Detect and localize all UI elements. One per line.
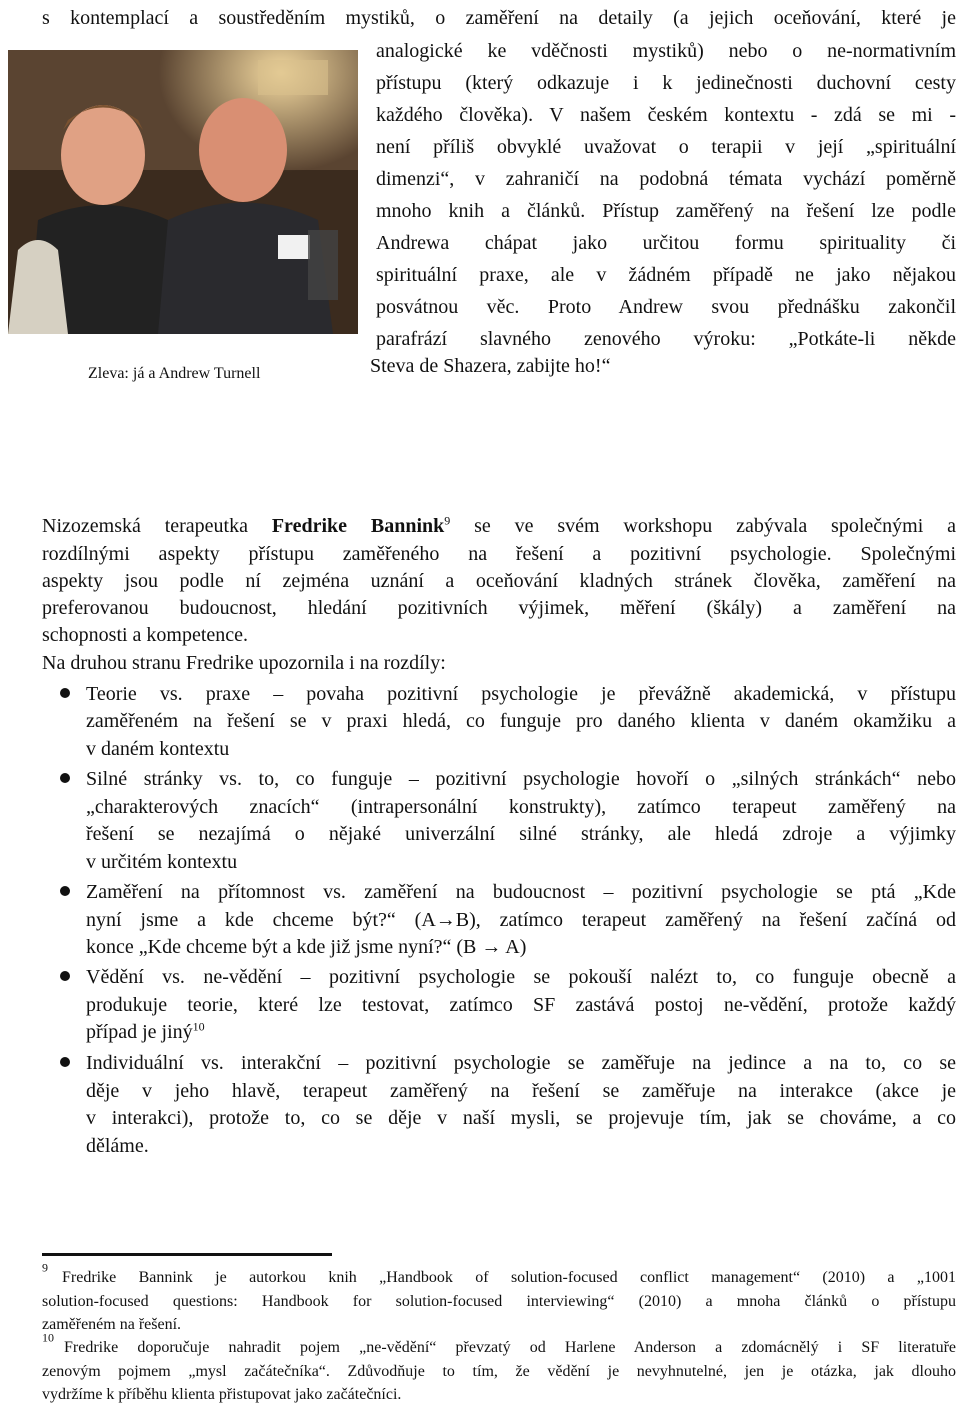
text-line: preferovanou budoucnost, hledání pozitivních výjimek, měření (škály) a zaměření na <box>42 597 956 619</box>
list-item-line: zaměřeném na řešení se v praxi hledá, co funguje pro daného klienta v daném okamžiku a <box>86 710 956 732</box>
bullet-icon <box>60 773 70 783</box>
text-line: Andrewa chápat jako určitou formu spirituality či <box>376 232 956 254</box>
bullet-icon <box>60 688 70 698</box>
footnote-line: Fredrike doporučuje nahradit pojem „ne-vědění“ převzatý od Harlene Anderson a zdomácnělý i SF literatuře <box>64 1339 956 1356</box>
text-line: parafrází slavného zenového výroku: „Potkáte-li někde <box>376 328 956 350</box>
text-line: aspekty jsou podle ní zejména uznání a oceňování kladných stránek člověka, zaměření na <box>42 570 956 592</box>
list-item-line: nyní jsme a kde chceme být?“ (A→B), zatímco terapeut zaměřený na řešení začíná od <box>86 909 956 931</box>
text-line: schopnosti a kompetence. <box>42 624 249 646</box>
text-line: mnoho knih a článků. Přístup zaměřený na řešení lze podle <box>376 200 956 222</box>
text-span: případ je jiný <box>86 1021 193 1043</box>
footnote-10 <box>42 1332 54 1356</box>
footnote-number: 10 <box>42 1330 54 1345</box>
list-item-line: Individuální vs. interakční – pozitivní psychologie se zaměřuje na jedince a na to, co se <box>86 1052 956 1074</box>
footnote-line: Fredrike Bannink je autorkou knih „Handbook of solution-focused conflict management“ (2010) a „1001 <box>62 1269 956 1286</box>
footnote-line: vydržíme k příběhu klienta přistupovat jako začátečníci. <box>42 1386 402 1403</box>
text-line: přístupu (který odkazuje i k jedinečnosti duchovní cesty <box>376 72 956 94</box>
text-span: Nizozemská terapeutka <box>42 515 272 537</box>
text-line: analogické ke vděčnosti mystiků) nebo o ne-normativním <box>376 40 956 62</box>
text-line: s kontemplací a soustředěním mystiků, o zaměření na detaily (a jejich oceňování, které je <box>42 7 956 29</box>
bullet-icon <box>60 886 70 896</box>
list-item-line: Silné stránky vs. to, co funguje – pozitivní psychologie hovoří o „silných stránkách“ nebo <box>86 768 956 790</box>
text-line: Steva de Shazera, zabijte ho!“ <box>370 355 611 377</box>
list-item-line: konce „Kde chceme být a kde již jsme nyní?“ (B → A) <box>86 936 527 958</box>
author-name: Fredrike Bannink <box>271 515 445 537</box>
photo-illustration <box>8 50 358 334</box>
footnote-number: 9 <box>42 1260 48 1275</box>
footnote-line: zaměřeném na řešení. <box>42 1316 182 1333</box>
footnote-separator <box>42 1253 332 1256</box>
text-line: spirituální praxe, ale v žádném případě ne jako nějakou <box>376 264 956 286</box>
text-line: dimenzi“, v zahraničí na podobná témata vychází poměrně <box>376 168 956 190</box>
list-item-line: řešení se nezajímá o nějaké univerzální silné stránky, ale hledá zdroje a výjimky <box>86 823 956 845</box>
list-item-line: děje v jeho hlavě, terapeut zaměřený na řešení se zaměřuje na interakce (akce je <box>86 1080 956 1102</box>
bullet-icon <box>60 971 70 981</box>
list-item-line: „charakterových znacích“ (intrapersonální konstrukty), zatímco terapeut zaměřený na <box>86 796 956 818</box>
list-item-line: v interakci), protože to, co se děje v naší mysli, se projevuje tím, jak se chováme, a co <box>86 1107 956 1129</box>
list-item-line <box>86 1018 205 1046</box>
text-line: rozdílnými aspekty přístupu zaměřeného na řešení a pozitivní psychologie. Společnými <box>42 543 956 565</box>
footnote-line: solution-focused questions: Handbook for solution-focused interviewing“ (2010) a mnoha článků o přístupu <box>42 1293 956 1310</box>
list-item-line: Zaměření na přítomnost vs. zaměření na budoucnost – pozitivní psychologie se ptá „Kde <box>86 881 956 903</box>
text-line: není příliš obvyklé uvažovat o terapii v její „spirituální <box>376 136 956 158</box>
list-item-line: děláme. <box>86 1135 149 1157</box>
list-item-line: v určitém kontextu <box>86 851 238 873</box>
text-line: Na druhou stranu Fredrike upozornila i na rozdíly: <box>42 652 446 674</box>
photo-caption: Zleva: já a Andrew Turnell <box>88 365 261 382</box>
text-line <box>42 512 956 540</box>
list-item-line: produkuje teorie, které lze testovat, zatímco SF zastává postoj ne-vědění, protože každý <box>86 994 956 1016</box>
text-line: každého člověka). V našem českém kontextu - zdá se mi - <box>376 104 956 126</box>
photo-two-men <box>8 50 358 334</box>
footnote-ref-9[interactable]: 9 <box>444 513 451 528</box>
bullet-icon <box>60 1057 70 1067</box>
list-item-line: Teorie vs. praxe – povaha pozitivní psychologie je převážně akademická, v přístupu <box>86 683 956 705</box>
text-line: posvátnou věc. Proto Andrew svou přednášku zakončil <box>376 296 956 318</box>
list-item-line: Vědění vs. ne-vědění – pozitivní psychologie se pokouší nalézt to, co funguje obecně a <box>86 966 956 988</box>
text-span: se ve svém workshopu zabývala společnými a <box>450 515 956 537</box>
footnote-line: zenovým pojmem „mysl začátečníka“. Zdůvodňuje to tím, že vědění je nevyhnutelné, jen je otázka, jak dlouho <box>42 1363 956 1380</box>
list-item-line: v daném kontextu <box>86 738 230 760</box>
footnote-ref-10[interactable]: 10 <box>192 1019 205 1034</box>
